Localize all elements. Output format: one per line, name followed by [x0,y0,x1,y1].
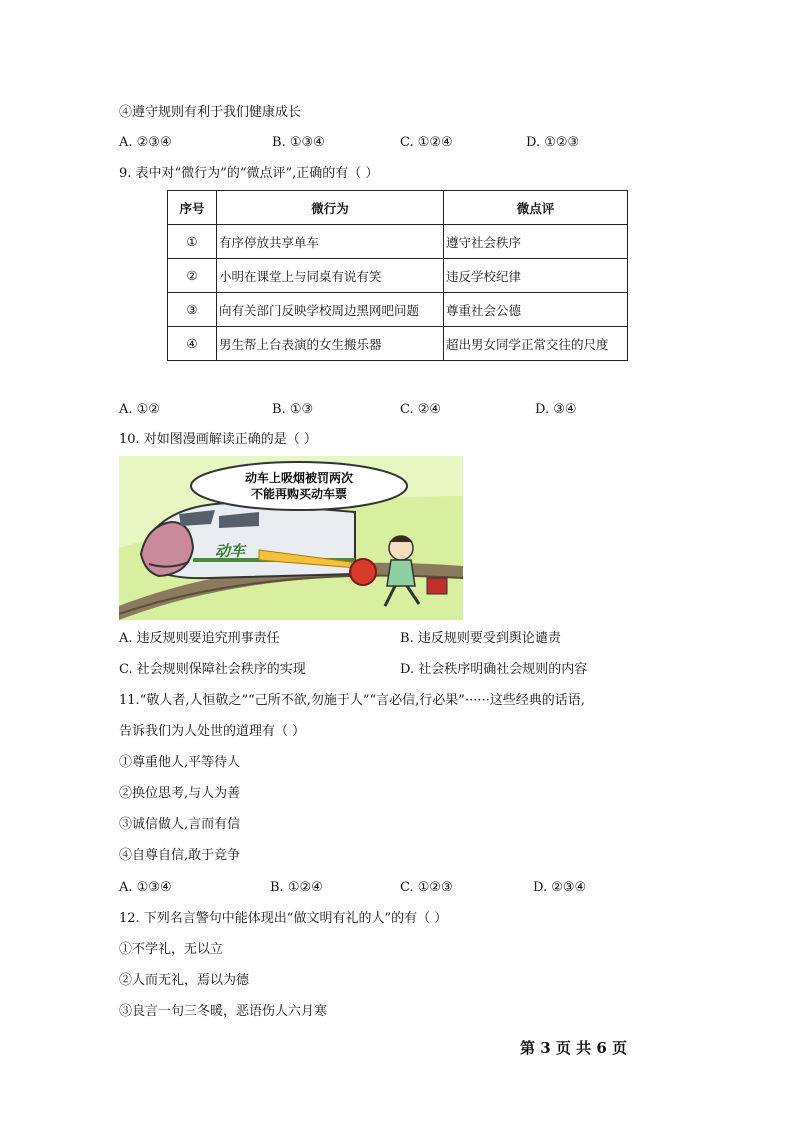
table-header-row [168,191,628,225]
q12-statement-2: ②人而无礼，焉以为德 [119,973,250,988]
q9-option-d: D. ③④ [535,402,577,417]
q11-statement-1: ①尊重他人,平等待人 [119,755,241,770]
page-number: 第 3 页 共 6 页 [520,1039,627,1057]
table-header: 序号 [168,191,217,225]
q10-comic-illustration [119,456,463,620]
train-label: 动车 [215,542,246,560]
q10-stem: 10. 对如图漫画解读正确的是（ ） [119,432,317,447]
q12-stem: 12. 下列名言警句中能体现出“做文明有礼的人”的有（ ） [119,911,448,926]
speech-bubble [191,462,407,510]
table-cell: 小明在课堂上与同桌有说有笑 [217,259,444,293]
q11-option-b: B. ①②④ [270,880,323,895]
q9-table [167,190,628,361]
q9-option-c: C. ②④ [400,402,442,417]
table-cell: ① [168,225,217,259]
briefcase-icon [427,578,447,594]
speech-bubble-line-1: 动车上吸烟被罚两次 [244,471,354,485]
man-shirt [387,560,415,586]
q11-stem-line-2: 告诉我们为人处世的道理有（ ） [119,724,306,739]
q9-option-b: B. ①③ [272,402,314,417]
comic-drawing [119,456,463,620]
q12-statement-1: ①不学礼，无以立 [119,942,224,957]
q10-option-b: B. 违反规则要受到舆论谴责 [400,631,561,646]
table-header: 微行为 [217,191,444,225]
table-cell: 超出男女同学正常交往的尺度 [444,327,628,361]
q11-statement-4: ④自尊自信,敢于竞争 [119,848,241,863]
q10-option-a: A. 违反规则要追究刑事责任 [119,631,280,646]
table-header: 微点评 [444,191,628,225]
q11-statement-2: ②换位思考,与人为善 [119,786,241,801]
q11-option-d: D. ②③④ [533,880,587,895]
boxing-glove-icon [350,559,376,585]
table-row [168,225,628,259]
q10-option-d: D. 社会秩序明确社会规则的内容 [400,662,588,677]
table-cell: ④ [168,327,217,361]
q11-option-c: C. ①②③ [400,880,453,895]
q8-option-a: A. ②③④ [119,135,172,150]
table-row [168,293,628,327]
table-cell: 男生帮上台表演的女生搬乐器 [217,327,444,361]
table-cell: 违反学校纪律 [444,259,628,293]
q8-option-d: D. ①②③ [526,135,580,150]
q9-option-a: A. ①② [119,402,160,417]
speech-bubble-line-2: 不能再购买动车票 [250,487,348,501]
table-row [168,259,628,293]
q11-option-a: A. ①③④ [119,880,172,895]
q9-stem: 9. 表中对“微行为”的“微点评”,正确的有（ ） [119,166,379,181]
q11-stem-line-1: 11.“敬人者,人恒敬之”“己所不欲,勿施于人”“言必信,行必果”······这些经典的话语, [119,693,585,708]
q10-option-c: C. 社会规则保障社会秩序的实现 [119,662,306,677]
q12-statement-3: ③良言一句三冬暖，恶语伤人六月寒 [119,1004,328,1019]
table-row [168,327,628,361]
table-cell: 向有关部门反映学校周边黑网吧问题 [217,293,444,327]
q8-option-c: C. ①②④ [400,135,453,150]
table-cell: 有序停放共享单车 [217,225,444,259]
table-cell: 尊重社会公德 [444,293,628,327]
table-cell: 遵守社会秩序 [444,225,628,259]
q11-statement-3: ③诚信做人,言而有信 [119,817,241,832]
table-cell: ③ [168,293,217,327]
q8-statement-4: ④遵守规则有利于我们健康成长 [119,105,302,120]
q8-option-b: B. ①③④ [272,135,325,150]
table-cell: ② [168,259,217,293]
